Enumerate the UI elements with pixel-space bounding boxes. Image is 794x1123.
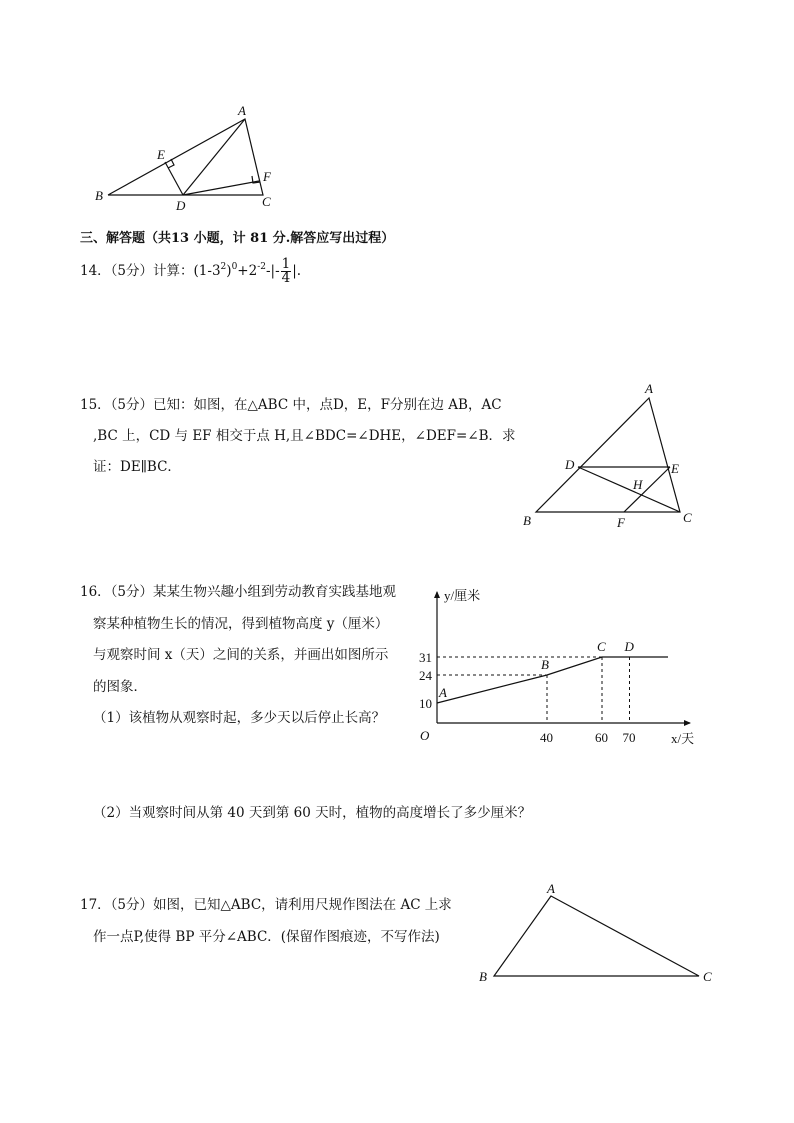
point-label-b: B <box>541 657 549 672</box>
q15-line-3: 证：DE∥BC． <box>93 459 181 475</box>
label-c: C <box>262 194 271 209</box>
point-label-c: C <box>597 639 606 655</box>
q14-minus-abs: -|- <box>265 263 280 279</box>
q14-frac-num: 1 <box>281 256 291 272</box>
point-label-d: D <box>624 639 634 655</box>
label-e: E <box>157 147 165 162</box>
q15-label-a: A <box>645 381 653 396</box>
section-heading: 三、解答题（共13 小题，计 81 分.解答应写出过程） <box>80 231 395 246</box>
q14-abs-end: |. <box>292 263 302 279</box>
q15-label-f: F <box>617 515 625 530</box>
x-tick-40: 40 <box>540 730 553 745</box>
q15-label-h: H <box>633 477 643 492</box>
q17-label-b: B <box>479 969 487 984</box>
q16-line-3: 与观察时间 x（天）之间的关系，并画出如图所示 <box>93 647 389 663</box>
origin-label: O <box>420 728 430 743</box>
point-label-a: A <box>439 685 447 700</box>
q17-line-1: 17．（5分）如图，已知△ABC，请利用尺规作图法在 AC 上求 <box>80 897 452 913</box>
q16-sub-2: （2）当观察时间从第 40 天到第 60 天时，植物的高度增长了多少厘米？ <box>93 805 532 821</box>
label-b: B <box>95 188 103 203</box>
q15-line-1: 15．（5分）已知：如图，在△ABC 中，点D，E，F分别在边 AB，AC <box>80 397 502 413</box>
y-tick-10: 10 <box>419 696 432 711</box>
x-tick-60: 60 <box>595 730 608 745</box>
q14-expr-close: ) <box>226 263 232 279</box>
q15-label-c: C <box>683 510 692 525</box>
q14-expr-open: (1-3 <box>193 263 221 279</box>
q17-triangle-abc <box>494 896 699 976</box>
q15-line-2: ,BC 上，CD 与 EF 相交于点 H,且∠BDC=∠DHE，∠DEF=∠B．求 <box>93 428 516 444</box>
q15-label-e: E <box>671 461 679 476</box>
q14-exp-neg2: -2 <box>257 262 266 272</box>
x-axis-label: x/天 <box>671 731 695 746</box>
q14-plus-two: +2 <box>237 263 258 279</box>
y-tick-24: 24 <box>419 668 432 683</box>
y-tick-31: 31 <box>419 650 432 666</box>
q16-line-1: 16．（5分）某某生物兴趣小组到劳动教育实践基地观 <box>80 584 397 600</box>
label-a: A <box>238 103 246 118</box>
q16-sub-1: （1）该植物从观察时起，多少天以后停止长高？ <box>93 710 386 726</box>
q17-label-c: C <box>703 969 712 984</box>
q14-prefix: 14．（5分）计算： <box>80 263 194 279</box>
label-d: D <box>176 198 186 213</box>
q17-line-2: 作一点P,使得 BP 平分∠ABC．(保留作图痕迹，不写作法) <box>93 929 440 945</box>
q14-exp-zero: 0 <box>231 262 238 272</box>
q15-label-d: D <box>565 457 575 472</box>
q16-line-4: 的图象． <box>93 679 147 695</box>
label-f: F <box>263 169 271 184</box>
q14-exp-sq: 2 <box>220 262 227 272</box>
q15-label-b: B <box>523 513 531 528</box>
q14-frac-den: 4 <box>281 270 291 286</box>
y-axis-label: y/厘米 <box>444 588 481 603</box>
q17-label-a: A <box>547 881 555 896</box>
q16-line-2: 察某种植物生长的情况，得到植物高度 y（厘米） <box>93 616 389 632</box>
x-tick-70: 70 <box>622 730 636 745</box>
